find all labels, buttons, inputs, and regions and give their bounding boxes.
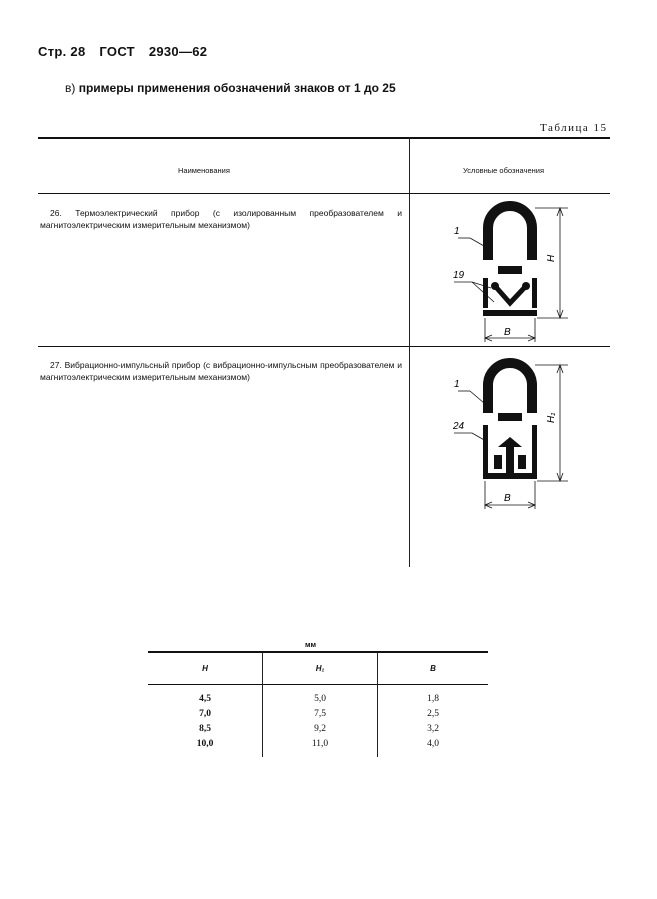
dims-cell: 11,0 <box>311 739 329 749</box>
dims-cell: 3,2 <box>427 724 439 734</box>
table-label: Таблица 15 <box>540 122 608 134</box>
page-number: Стр. 28 <box>38 44 86 59</box>
dims-head-rule <box>148 684 488 685</box>
callout-19: 19 <box>453 270 465 281</box>
column-header-symbol: Условные обозначения <box>463 166 545 175</box>
table-row-rule <box>38 346 610 347</box>
page-header <box>38 44 217 59</box>
symbol-vibration-impulse-device <box>440 355 580 515</box>
dims-cell: 7,5 <box>314 709 326 719</box>
callout-24: 24 <box>453 421 465 432</box>
dims-cell: 8,5 <box>199 724 211 734</box>
dims-header-h: H <box>202 664 208 673</box>
dims-cell: 7,0 <box>199 709 211 719</box>
dim-b-label: B <box>504 327 511 338</box>
table-column-divider <box>409 137 410 567</box>
table-head-rule <box>38 193 610 194</box>
dims-header-h1: H₁ <box>315 664 325 673</box>
dims-cell: 4,0 <box>427 739 439 749</box>
row-26-text: 26. Термоэлектрический прибор (с изолированным преобразователем и магнитоэлектрическим измерительным механизмом) <box>40 208 402 230</box>
section-subtitle <box>65 81 396 95</box>
subtitle-text: примеры применения обозначений знаков от 1 до 25 <box>78 81 396 95</box>
dims-top-rule <box>148 651 488 653</box>
callout-1: 1 <box>454 226 460 237</box>
dim-h1-label: H₁ <box>546 412 557 423</box>
dim-b-label-2: B <box>504 493 511 504</box>
column-header-name: Наименования <box>178 166 230 175</box>
dim-h-label: H <box>546 254 557 262</box>
symbol-thermoelectric-device <box>440 200 580 345</box>
dims-unit: мм <box>305 640 317 649</box>
dims-cell: 4,5 <box>199 694 211 704</box>
dims-cell: 1,8 <box>427 694 439 704</box>
row-27-text: 27. Вибрационно-импульсный прибор (с вибрационно-импульсным преобразователем и магнитоэлектрическим измерительным механизмом) <box>40 360 402 382</box>
dims-header-b: B <box>430 664 436 673</box>
dims-cell: 2,5 <box>427 709 439 719</box>
subtitle-prefix: в) <box>65 81 76 95</box>
standard-number: 2930—62 <box>148 44 208 59</box>
table-top-rule <box>38 137 610 139</box>
dims-cell: 5,0 <box>314 694 326 704</box>
dims-cell: 10,0 <box>196 739 214 749</box>
standard-label: ГОСТ <box>99 44 135 59</box>
dims-cell: 9,2 <box>314 724 326 734</box>
callout-1-b: 1 <box>454 379 460 390</box>
